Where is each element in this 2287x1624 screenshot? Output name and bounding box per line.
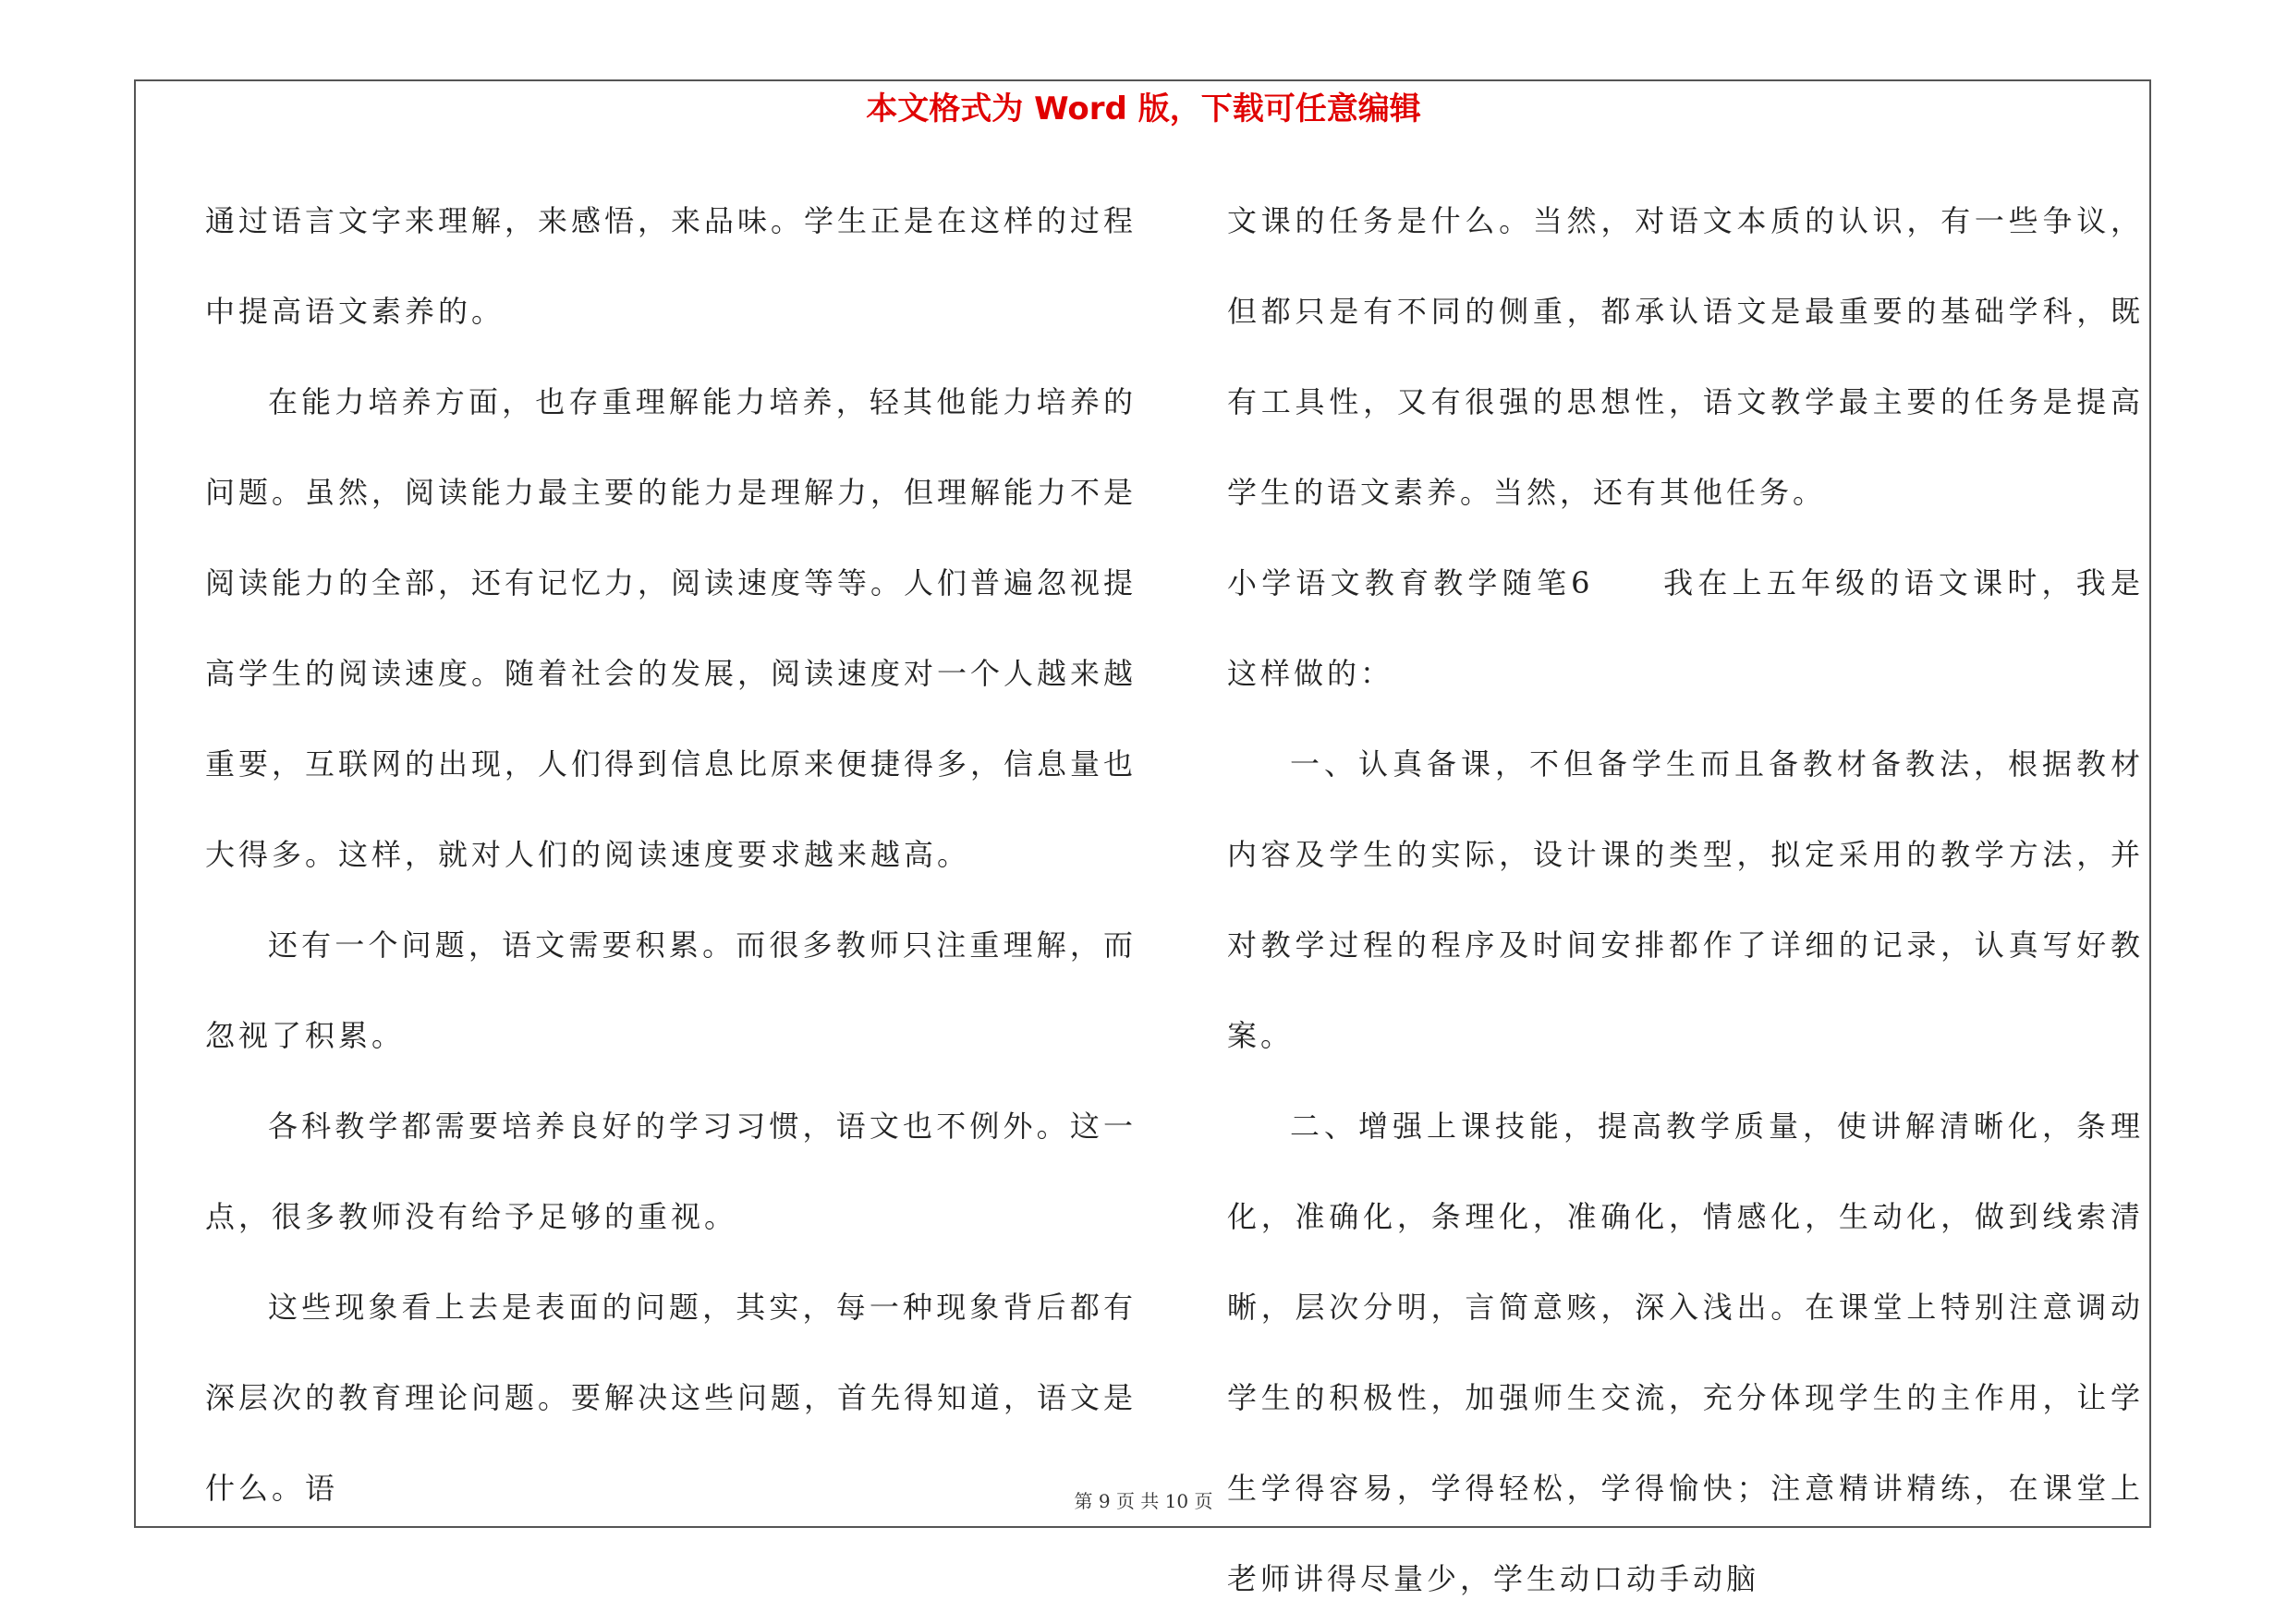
- paragraph: 一、认真备课，不但备学生而且备教材备教法，根据教材内容及学生的实际，设计课的类型，拟定采用的教学方法，并对教学过程的程序及时间安排都作了详细的记录，认真写好教案。: [1227, 746, 2144, 1053]
- right-column: [1227, 176, 2144, 1624]
- paragraph: 二、增强上课技能，提高教学质量，使讲解清晰化，条理化，准确化，条理化，准确化，情感化，生动化，做到线索清晰，层次分明，言简意赅，深入浅出。在课堂上特别注意调动学生的积极性，加强师生交流，充分体现学生的主作用，让学生学得容易，学得轻松，学得愉快；注意精讲精练，在课堂上老师讲得尽量少，学生动口动手动脑: [1227, 1109, 2144, 1596]
- section-heading-paragraph: 小学语文教育教学随笔6 我在上五年级的语文课时，我是这样做的：: [1227, 565, 2144, 691]
- paragraph: 在能力培养方面，也存重理解能力培养，轻其他能力培养的问题。虽然，阅读能力最主要的能力是理解力，但理解能力不是阅读能力的全部，还有记忆力，阅读速度等等。人们普遍忽视提高学生的阅读速度。随着社会的发展，阅读速度对一个人越来越重要，互联网的出现，人们得到信息比原来便捷得多，信息量也大得多。这样，就对人们的阅读速度要求越来越高。: [205, 384, 1137, 872]
- format-banner: 本文格式为 Word 版，下载可任意编辑: [866, 91, 1421, 127]
- left-column: [205, 176, 1137, 1533]
- paragraph: 通过语言文字来理解，来感悟，来品味。学生正是在这样的过程中提高语文素养的。: [205, 203, 1137, 329]
- paragraph: 这些现象看上去是表面的问题，其实，每一种现象背后都有深层次的教育理论问题。要解决这些问题，首先得知道，语文是什么。语: [205, 1290, 1137, 1506]
- page-number: 第 9 页 共 10 页: [1074, 1490, 1213, 1512]
- paragraph: 文课的任务是什么。当然，对语文本质的认识，有一些争议，但都只是有不同的侧重，都承认语文是最重要的基础学科，既有工具性，又有很强的思想性，语文教学最主要的任务是提高学生的语文素养。当然，还有其他任务。: [1227, 203, 2144, 510]
- paragraph: 各科教学都需要培养良好的学习习惯，语文也不例外。这一点，很多教师没有给予足够的重视。: [205, 1109, 1137, 1234]
- paragraph: 还有一个问题，语文需要积累。而很多教师只注重理解，而忽视了积累。: [205, 927, 1137, 1053]
